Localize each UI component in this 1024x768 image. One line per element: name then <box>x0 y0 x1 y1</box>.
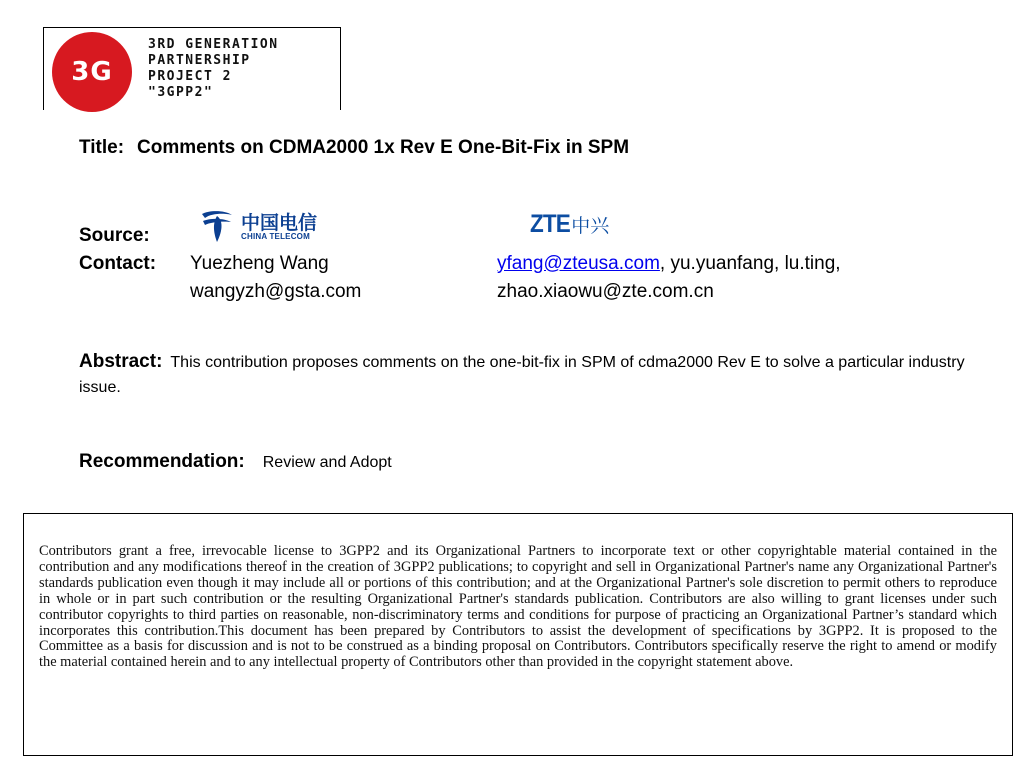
contact-zte-names: , yu.yuanfang, lu.ting, <box>659 253 841 274</box>
abstract-text: This contribution proposes comments on the one-bit-fix in SPM of cdma2000 Rev E to solve a particular industry issue. <box>79 354 965 396</box>
logo-wordmark <box>148 37 279 101</box>
copyright-disclaimer-box <box>23 513 1013 756</box>
logo-line-2: PARTNERSHIP <box>148 53 251 68</box>
contact-zte-line <box>497 253 841 275</box>
copyright-disclaimer-text: Contributors grant a free, irrevocable license to 3GPP2 and its Organizational Partners to incorporate text or other copyrightable material contained in the contribution and any modifications thereof in the creation of 3GPP2 publications; to copyright and sell in Organizational Partner's name any Organizational Partner's standards publication even though it may include all or portions of this contribution; and at the Organizational Partner's sole discretion to permit others to reproduce in whole or in part such contribution or the resulting Organizational Partner's standards publication. Contributors are also willing to grant licenses under such contributor copyrights to third parties on reasonable, non-discriminatory terms and conditions for purpose of practicing an Organizational Partner’s standard which incorporates this contribution.This document has been prepared by Contributors to assist the development of specifications by 3GPP2. It is proposed to the Committee as a basis for discussion and is not to be construed as a binding proposal on Contributors. Contributors specifically reserve the right to amend or modify the material contained herein and to any intellectual property of Contributors other than provided in the copyright statement above. <box>39 543 997 671</box>
abstract-label: Abstract: <box>79 351 163 372</box>
document-title: Comments on CDMA2000 1x Rev E One-Bit-Fix in SPM <box>137 137 630 158</box>
title-label: Title: <box>79 137 125 158</box>
china-telecom-cn-name: 中国电信 <box>241 212 318 234</box>
title-row <box>79 137 629 159</box>
logo-line-1: 3RD GENERATION <box>148 37 279 52</box>
china-telecom-en-name: CHINA TELECOM <box>241 232 310 241</box>
china-telecom-emblem-icon <box>199 208 235 244</box>
logo-line-3: PROJECT 2 <box>148 69 232 84</box>
3gpp2-logo <box>43 27 341 110</box>
contact-zte-email: zhao.xiaowu@zte.com.cn <box>497 281 714 302</box>
logo-red-circle <box>52 32 132 112</box>
logo-badge-text: 3G <box>71 57 113 87</box>
zte-cn-wordmark: 中兴 <box>571 215 610 237</box>
recommendation-label: Recommendation: <box>79 451 245 472</box>
china-telecom-logo <box>199 208 321 244</box>
recommendation-section <box>79 451 392 473</box>
contact-label: Contact: <box>79 253 157 274</box>
abstract-section <box>79 349 979 400</box>
contact-name: Yuezheng Wang <box>190 253 329 274</box>
source-label: Source: <box>79 225 150 246</box>
contact-email-link[interactable]: yfang@zteusa.com <box>497 253 660 274</box>
logo-line-4: "3GPP2" <box>148 85 214 100</box>
contact-email: wangyzh@gsta.com <box>190 281 362 302</box>
zte-logo <box>530 210 609 240</box>
zte-en-wordmark: ZTE <box>530 210 570 238</box>
recommendation-text: Review and Adopt <box>262 454 392 471</box>
